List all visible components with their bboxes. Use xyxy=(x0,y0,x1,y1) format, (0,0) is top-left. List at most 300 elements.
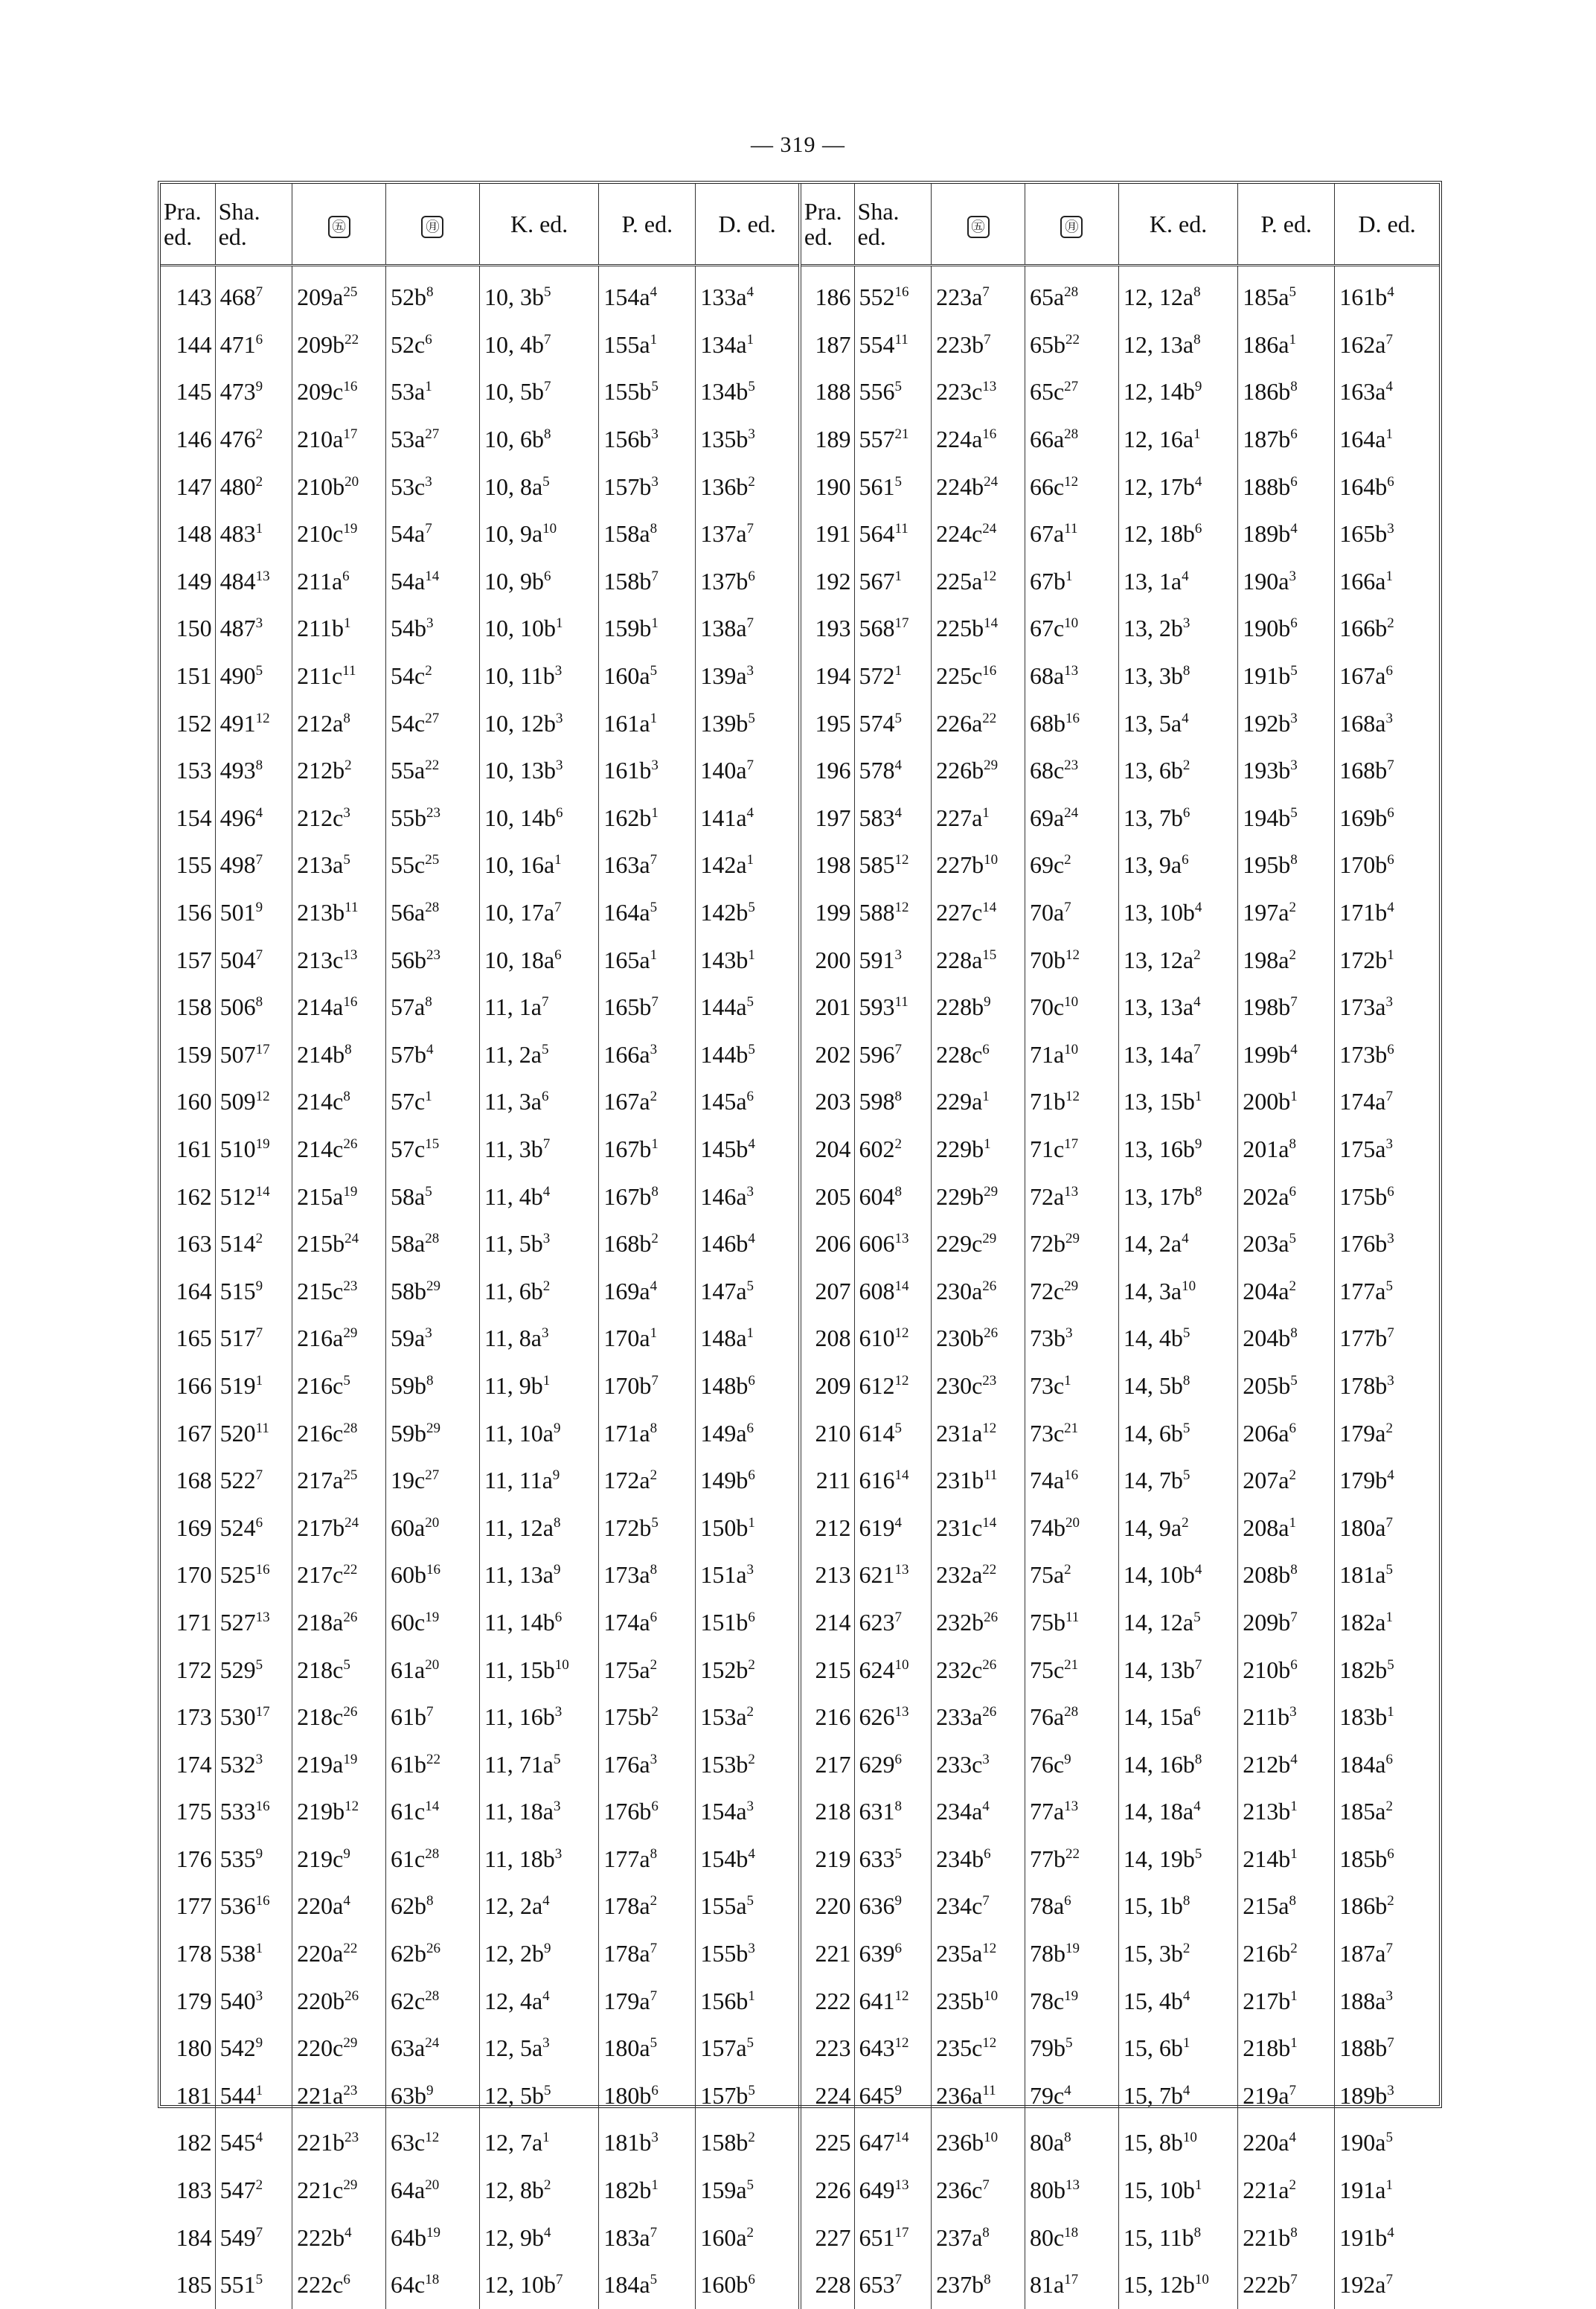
table-cell: 12, $13a^8$ xyxy=(1118,321,1237,369)
table-cell: 14, $18a^4$ xyxy=(1118,1788,1237,1836)
table-cell: $157a^5$ xyxy=(696,2025,800,2072)
table-cell: $529^5$ xyxy=(215,1646,292,1694)
table-cell: 198 xyxy=(800,842,854,889)
table-cell: $148b^6$ xyxy=(696,1362,800,1410)
table-cell: 157 xyxy=(176,946,212,973)
table-cell: $144b^5$ xyxy=(696,1031,800,1079)
table-row xyxy=(161,1883,1439,1930)
table-cell: 11, $11a^9$ xyxy=(479,1457,598,1505)
table-cell: 12, $12a^8$ xyxy=(1118,266,1237,321)
table-cell: $192a^7$ xyxy=(1335,2261,1439,2309)
table-cell: $163a^7$ xyxy=(599,842,696,889)
table-cell: $57a^8$ xyxy=(386,984,480,1031)
table-cell: $154a^3$ xyxy=(696,1788,800,1836)
table-cell: $202a^6$ xyxy=(1238,1173,1335,1220)
table-cell: 212 xyxy=(800,1504,854,1551)
table-cell: $145b^4$ xyxy=(696,1126,800,1173)
column-header: K. ed. xyxy=(1118,184,1237,266)
table-cell: 177 xyxy=(176,1892,212,1920)
table-cell: $554^{11}$ xyxy=(854,321,932,369)
table-cell: 170 xyxy=(176,1561,212,1589)
concordance-table xyxy=(161,184,1439,2309)
table-cell: 180 xyxy=(176,2034,212,2062)
table-cell: $171b^4$ xyxy=(1335,889,1439,937)
table-cell: 158 xyxy=(176,993,212,1021)
table-row xyxy=(161,1977,1439,2025)
table-cell: $203a^5$ xyxy=(1238,1220,1335,1268)
table-cell: 178 xyxy=(176,1940,212,1967)
table-cell: $221b^8$ xyxy=(1238,2214,1335,2261)
table-cell: $194b^5$ xyxy=(1238,795,1335,842)
table-cell: 202 xyxy=(800,1031,854,1079)
table-cell: 13, $13a^4$ xyxy=(1118,984,1237,1031)
table-cell: $54a^7$ xyxy=(386,510,480,558)
table-cell: 12, $18b^6$ xyxy=(1118,510,1237,558)
table-cell: 192 xyxy=(800,558,854,606)
table-cell: $236b^{10}$ xyxy=(932,2119,1025,2167)
table-cell: $188b^7$ xyxy=(1335,2025,1439,2072)
table-cell: $173a^3$ xyxy=(1335,984,1439,1031)
table-cell: 146 xyxy=(176,426,212,453)
table-cell: 145 xyxy=(176,378,212,406)
table-cell: $76c^9$ xyxy=(1025,1740,1118,1788)
table-cell: $75b^{11}$ xyxy=(1025,1599,1118,1647)
table-row xyxy=(161,795,1439,842)
table-cell: $53c^3$ xyxy=(386,463,480,510)
column-header: P. ed. xyxy=(599,184,696,266)
table-cell: $134b^5$ xyxy=(696,368,800,416)
table-cell: 150 xyxy=(176,615,212,642)
table-cell: $219c^9$ xyxy=(292,1836,386,1883)
table-cell: 13, $6b^2$ xyxy=(1118,747,1237,795)
table-cell: $177b^7$ xyxy=(1335,1315,1439,1362)
table-cell: $67a^{11}$ xyxy=(1025,510,1118,558)
table-cell: $157b^3$ xyxy=(599,463,696,510)
table-cell: 190 xyxy=(800,463,854,510)
table-cell: $218c^5$ xyxy=(292,1646,386,1694)
table-cell: $230a^{26}$ xyxy=(932,1267,1025,1315)
table-cell: $62b^8$ xyxy=(386,1883,480,1930)
table-cell: $214b^8$ xyxy=(292,1031,386,1079)
table-cell: 14, $15a^6$ xyxy=(1118,1694,1237,1741)
table-cell: $158b^7$ xyxy=(599,558,696,606)
table-cell: $58a^5$ xyxy=(386,1173,480,1220)
table-cell: $133a^4$ xyxy=(696,266,800,321)
table-row xyxy=(161,653,1439,700)
table-cell: 221 xyxy=(800,1930,854,1978)
table-cell: $70b^{12}$ xyxy=(1025,936,1118,984)
table-cell: $214a^{16}$ xyxy=(292,984,386,1031)
table-cell: $639^6$ xyxy=(854,1930,932,1978)
table-cell: $220a^4$ xyxy=(1238,2119,1335,2167)
table-cell: $195b^8$ xyxy=(1238,842,1335,889)
table-cell: $218b^1$ xyxy=(1238,2025,1335,2072)
table-row xyxy=(161,1173,1439,1220)
table-cell: $56b^{23}$ xyxy=(386,936,480,984)
table-cell: $175a^2$ xyxy=(599,1646,696,1694)
table-cell: $64b^{19}$ xyxy=(386,2214,480,2261)
table-cell: 13, $14a^7$ xyxy=(1118,1031,1237,1079)
table-cell: 10, $11b^3$ xyxy=(479,653,598,700)
table-cell: $71a^{10}$ xyxy=(1025,1031,1118,1079)
table-cell: 14, $12a^5$ xyxy=(1118,1599,1237,1647)
table-cell: $157b^5$ xyxy=(696,2072,800,2120)
table-cell: 15, $3b^2$ xyxy=(1118,1930,1237,1978)
table-cell: 14, $10b^4$ xyxy=(1118,1551,1237,1599)
column-header: P. ed. xyxy=(1238,184,1335,266)
table-cell: $213b^{11}$ xyxy=(292,889,386,937)
table-cell: $209a^{25}$ xyxy=(292,266,386,321)
table-cell: 222 xyxy=(800,1977,854,2025)
table-cell: $631^8$ xyxy=(854,1788,932,1836)
table-cell: $215b^{24}$ xyxy=(292,1220,386,1268)
table-cell: $149b^6$ xyxy=(696,1457,800,1505)
table-cell: 148 xyxy=(176,520,212,548)
table-cell: $211b^1$ xyxy=(292,605,386,653)
table-cell: $62b^{26}$ xyxy=(386,1930,480,1978)
table-cell: $219a^7$ xyxy=(1238,2072,1335,2120)
table-cell: $64a^{20}$ xyxy=(386,2167,480,2214)
table-cell: $487^3$ xyxy=(215,605,292,653)
table-cell: $68c^{23}$ xyxy=(1025,747,1118,795)
table-row xyxy=(161,1315,1439,1362)
table-cell: $593^{11}$ xyxy=(854,984,932,1031)
table-cell: $181b^3$ xyxy=(599,2119,696,2167)
table-cell: $53a^1$ xyxy=(386,368,480,416)
table-cell: $62c^{28}$ xyxy=(386,1977,480,2025)
table-cell: $79c^4$ xyxy=(1025,2072,1118,2120)
table-cell: 14, $6b^5$ xyxy=(1118,1409,1237,1457)
table-row xyxy=(161,747,1439,795)
table-cell: 15, $1b^8$ xyxy=(1118,1883,1237,1930)
table-cell: $210b^6$ xyxy=(1238,1646,1335,1694)
table-cell: $153a^2$ xyxy=(696,1694,800,1741)
table-cell: $211b^3$ xyxy=(1238,1694,1335,1741)
table-cell: 154 xyxy=(176,804,212,831)
table-cell: $55b^{23}$ xyxy=(386,795,480,842)
table-cell: $211a^6$ xyxy=(292,558,386,606)
table-cell: $218c^{26}$ xyxy=(292,1694,386,1741)
table-row xyxy=(161,1740,1439,1788)
table-cell: $198b^7$ xyxy=(1238,984,1335,1031)
table-cell: $501^9$ xyxy=(215,889,292,937)
table-cell: $213b^1$ xyxy=(1238,1788,1335,1836)
table-cell: $59b^8$ xyxy=(386,1362,480,1410)
table-cell: $183b^1$ xyxy=(1335,1694,1439,1741)
table-cell: $606^{13}$ xyxy=(854,1220,932,1268)
table-cell: 10, $8a^5$ xyxy=(479,463,598,510)
table-cell: $188b^6$ xyxy=(1238,463,1335,510)
table-cell: $171a^8$ xyxy=(599,1409,696,1457)
table-cell: 10, $5b^7$ xyxy=(479,368,598,416)
table-cell: 15, $8b^{10}$ xyxy=(1118,2119,1237,2167)
table-cell: $57c^{15}$ xyxy=(386,1126,480,1173)
table-cell: $61b^7$ xyxy=(386,1694,480,1741)
table-cell: $79b^5$ xyxy=(1025,2025,1118,2072)
table-cell: $209b^{22}$ xyxy=(292,321,386,369)
table-cell: 13, $2b^3$ xyxy=(1118,605,1237,653)
table-cell: $227a^1$ xyxy=(932,795,1025,842)
table-cell: $61c^{14}$ xyxy=(386,1788,480,1836)
table-cell: $221b^{23}$ xyxy=(292,2119,386,2167)
table-cell: $168a^3$ xyxy=(1335,699,1439,747)
table-cell: $54c^{27}$ xyxy=(386,699,480,747)
table-cell: $207a^2$ xyxy=(1238,1457,1335,1505)
table-cell: $179a^7$ xyxy=(599,1977,696,2025)
table-cell: $532^3$ xyxy=(215,1740,292,1788)
table-cell: $165b^3$ xyxy=(1335,510,1439,558)
table-cell: $237b^8$ xyxy=(932,2261,1025,2309)
table-cell: $197a^2$ xyxy=(1238,889,1335,937)
table-cell: $178b^3$ xyxy=(1335,1362,1439,1410)
table-cell: $175a^3$ xyxy=(1335,1126,1439,1173)
table-cell: $476^2$ xyxy=(215,416,292,464)
table-cell: $604^8$ xyxy=(854,1173,932,1220)
table-cell: 11, $8a^3$ xyxy=(479,1315,598,1362)
table-cell: $229a^1$ xyxy=(932,1078,1025,1126)
table-cell: $230c^{23}$ xyxy=(932,1362,1025,1410)
table-cell: 12, $9b^4$ xyxy=(479,2214,598,2261)
table-cell: $68a^{13}$ xyxy=(1025,653,1118,700)
table-cell: $174a^7$ xyxy=(1335,1078,1439,1126)
table-cell: $633^5$ xyxy=(854,1836,932,1883)
table-cell: $167a^2$ xyxy=(599,1078,696,1126)
table-cell: 147 xyxy=(176,473,212,500)
table-cell: 152 xyxy=(176,709,212,737)
table-cell: $160a^2$ xyxy=(696,2214,800,2261)
table-cell: 11, $71a^5$ xyxy=(479,1740,598,1788)
table-cell: $212b^2$ xyxy=(292,747,386,795)
table-cell: $60b^{16}$ xyxy=(386,1551,480,1599)
table-cell: $234b^6$ xyxy=(932,1836,1025,1883)
table-cell: $234c^7$ xyxy=(932,1883,1025,1930)
table-cell: $19c^{27}$ xyxy=(386,1457,480,1505)
table-row xyxy=(161,889,1439,937)
table-cell: $55a^{22}$ xyxy=(386,747,480,795)
table-cell: $154a^4$ xyxy=(599,266,696,321)
table-row xyxy=(161,2025,1439,2072)
table-row xyxy=(161,368,1439,416)
table-cell: $210c^{19}$ xyxy=(292,510,386,558)
table-cell: $507^{17}$ xyxy=(215,1031,292,1079)
table-cell: 187 xyxy=(800,321,854,369)
table-cell: $624^{10}$ xyxy=(854,1646,932,1694)
table-row xyxy=(161,605,1439,653)
table-cell: 12, $2a^4$ xyxy=(479,1883,598,1930)
table-row xyxy=(161,1836,1439,1883)
table-cell: $527^{13}$ xyxy=(215,1599,292,1647)
table-cell: $225a^{12}$ xyxy=(932,558,1025,606)
table-cell: 160 xyxy=(176,1088,212,1115)
table-cell: $185a^2$ xyxy=(1335,1788,1439,1836)
table-cell: 13, $3b^8$ xyxy=(1118,653,1237,700)
table-cell: $138a^7$ xyxy=(696,605,800,653)
table-cell: $57b^4$ xyxy=(386,1031,480,1079)
table-cell: 228 xyxy=(800,2261,854,2309)
table-cell: $75c^{21}$ xyxy=(1025,1646,1118,1694)
table-row xyxy=(161,699,1439,747)
table-cell: $234a^4$ xyxy=(932,1788,1025,1836)
table-cell: $179b^4$ xyxy=(1335,1457,1439,1505)
table-cell: $154b^4$ xyxy=(696,1836,800,1883)
table-cell: 223 xyxy=(800,2025,854,2072)
table-cell: 169 xyxy=(176,1514,212,1541)
table-cell: $76a^{28}$ xyxy=(1025,1694,1118,1741)
table-cell: 13, $17b^8$ xyxy=(1118,1173,1237,1220)
table-cell: $572^1$ xyxy=(854,653,932,700)
table-cell: 11, $9b^1$ xyxy=(479,1362,598,1410)
table-cell: $173b^6$ xyxy=(1335,1031,1439,1079)
table-cell: $54c^2$ xyxy=(386,653,480,700)
table-cell: $78c^{19}$ xyxy=(1025,1977,1118,2025)
table-cell: $54a^{14}$ xyxy=(386,558,480,606)
table-cell: $232a^{22}$ xyxy=(932,1551,1025,1599)
table-cell: 162 xyxy=(176,1182,212,1210)
table-cell: $184a^5$ xyxy=(599,2261,696,2309)
table-cell: $524^6$ xyxy=(215,1504,292,1551)
table-cell: $71c^{17}$ xyxy=(1025,1126,1118,1173)
table-cell: $542^9$ xyxy=(215,2025,292,2072)
table-cell: $221c^{29}$ xyxy=(292,2167,386,2214)
table-cell: $167b^1$ xyxy=(599,1126,696,1173)
column-header: K. ed. xyxy=(479,184,598,266)
table-cell: 207 xyxy=(800,1267,854,1315)
table-cell: $231a^{12}$ xyxy=(932,1409,1025,1457)
table-cell: $645^9$ xyxy=(854,2072,932,2120)
table-cell: 218 xyxy=(800,1788,854,1836)
table-cell: 143 xyxy=(176,284,212,311)
table-cell: $69c^2$ xyxy=(1025,842,1118,889)
table-cell: $55c^{25}$ xyxy=(386,842,480,889)
table-cell: $72c^{29}$ xyxy=(1025,1267,1118,1315)
table-cell: $653^7$ xyxy=(854,2261,932,2309)
table-cell: $214b^1$ xyxy=(1238,1836,1335,1883)
table-cell: 11, $13a^9$ xyxy=(479,1551,598,1599)
table-cell: $73c^{21}$ xyxy=(1025,1409,1118,1457)
table-cell: $201a^8$ xyxy=(1238,1126,1335,1173)
column-header: ㊄ xyxy=(932,184,1025,266)
table-cell: 11, $5b^3$ xyxy=(479,1220,598,1268)
table-row xyxy=(161,510,1439,558)
table-cell: $208a^1$ xyxy=(1238,1504,1335,1551)
header-row xyxy=(161,184,1439,266)
table-cell: $139b^5$ xyxy=(696,699,800,747)
table-cell: 171 xyxy=(176,1608,212,1636)
table-cell: $78a^6$ xyxy=(1025,1883,1118,1930)
table-cell: $186a^1$ xyxy=(1238,321,1335,369)
table-cell: $608^{14}$ xyxy=(854,1267,932,1315)
table-row xyxy=(161,1788,1439,1836)
table-row xyxy=(161,1457,1439,1505)
table-cell: $623^7$ xyxy=(854,1599,932,1647)
table-cell: 13, $1a^4$ xyxy=(1118,558,1237,606)
table-cell: 13, $7b^6$ xyxy=(1118,795,1237,842)
table-cell: 144 xyxy=(176,330,212,358)
table-cell: $191a^1$ xyxy=(1335,2167,1439,2214)
table-cell: $52b^8$ xyxy=(386,266,480,321)
table-cell: $67b^1$ xyxy=(1025,558,1118,606)
table-cell: 153 xyxy=(176,757,212,784)
table-cell: $236a^{11}$ xyxy=(932,2072,1025,2120)
table-cell: 11, $18a^3$ xyxy=(479,1788,598,1836)
table-row xyxy=(161,2167,1439,2214)
table-cell: $219a^{19}$ xyxy=(292,1740,386,1788)
table-cell: $58b^{29}$ xyxy=(386,1267,480,1315)
table-cell: $156b^1$ xyxy=(696,1977,800,2025)
table-cell: 11, $2a^5$ xyxy=(479,1031,598,1079)
table-cell: $164b^6$ xyxy=(1335,463,1439,510)
table-cell: $496^4$ xyxy=(215,795,292,842)
table-body xyxy=(161,266,1439,2309)
table-cell: $215c^{23}$ xyxy=(292,1267,386,1315)
table-cell: $229b^{29}$ xyxy=(932,1173,1025,1220)
table-cell: $149a^6$ xyxy=(696,1409,800,1457)
table-cell: 195 xyxy=(800,699,854,747)
table-cell: $168b^7$ xyxy=(1335,747,1439,795)
table-cell: $206a^6$ xyxy=(1238,1409,1335,1457)
table-cell: 15, $7b^4$ xyxy=(1118,2072,1237,2120)
table-cell: 203 xyxy=(800,1078,854,1126)
table-cell: 14, $9a^2$ xyxy=(1118,1504,1237,1551)
table-cell: 227 xyxy=(800,2214,854,2261)
table-cell: $493^8$ xyxy=(215,747,292,795)
table-cell: $551^5$ xyxy=(215,2261,292,2309)
table-row xyxy=(161,936,1439,984)
table-cell: 13, $12a^2$ xyxy=(1118,936,1237,984)
table-cell: 12, $17b^4$ xyxy=(1118,463,1237,510)
table-cell: 10, $9a^{10}$ xyxy=(479,510,598,558)
table-cell: $198a^2$ xyxy=(1238,936,1335,984)
table-cell: $217b^{24}$ xyxy=(292,1504,386,1551)
table-cell: $209b^7$ xyxy=(1238,1599,1335,1647)
table-cell: $148a^1$ xyxy=(696,1315,800,1362)
table-cell: $224b^{24}$ xyxy=(932,463,1025,510)
table-cell: 225 xyxy=(800,2119,854,2167)
table-cell: 215 xyxy=(800,1646,854,1694)
table-cell: 15, $4b^4$ xyxy=(1118,1977,1237,2025)
table-cell: $172b^1$ xyxy=(1335,936,1439,984)
table-cell: $58a^{28}$ xyxy=(386,1220,480,1268)
table-cell: $213a^5$ xyxy=(292,842,386,889)
table-cell: $137a^7$ xyxy=(696,510,800,558)
table-cell: $191b^4$ xyxy=(1335,2214,1439,2261)
table-cell: 191 xyxy=(800,510,854,558)
table-cell: 11, $18b^3$ xyxy=(479,1836,598,1883)
table-cell: 174 xyxy=(176,1750,212,1778)
table-cell: 12, $5a^3$ xyxy=(479,2025,598,2072)
table-cell: 186 xyxy=(800,266,854,321)
table-cell: $602^2$ xyxy=(854,1126,932,1173)
table-cell: $175b^2$ xyxy=(599,1694,696,1741)
table-cell: $155b^5$ xyxy=(599,368,696,416)
table-cell: 12, $14b^9$ xyxy=(1118,368,1237,416)
table-cell: 201 xyxy=(800,984,854,1031)
table-cell: $214c^8$ xyxy=(292,1078,386,1126)
table-cell: $212b^4$ xyxy=(1238,1740,1335,1788)
table-cell: 10, $10b^1$ xyxy=(479,605,598,653)
table-cell: $139a^3$ xyxy=(696,653,800,700)
table-row xyxy=(161,1362,1439,1410)
table-cell: $78b^{19}$ xyxy=(1025,1930,1118,1978)
table-row xyxy=(161,1551,1439,1599)
table-cell: 219 xyxy=(800,1836,854,1883)
table-cell: $141a^4$ xyxy=(696,795,800,842)
table-cell: $647^{14}$ xyxy=(854,2119,932,2167)
table-cell: $522^7$ xyxy=(215,1457,292,1505)
table-cell: $205b^5$ xyxy=(1238,1362,1335,1410)
table-cell: 11, $15b^{10}$ xyxy=(479,1646,598,1694)
table-cell: 172 xyxy=(176,1656,212,1683)
